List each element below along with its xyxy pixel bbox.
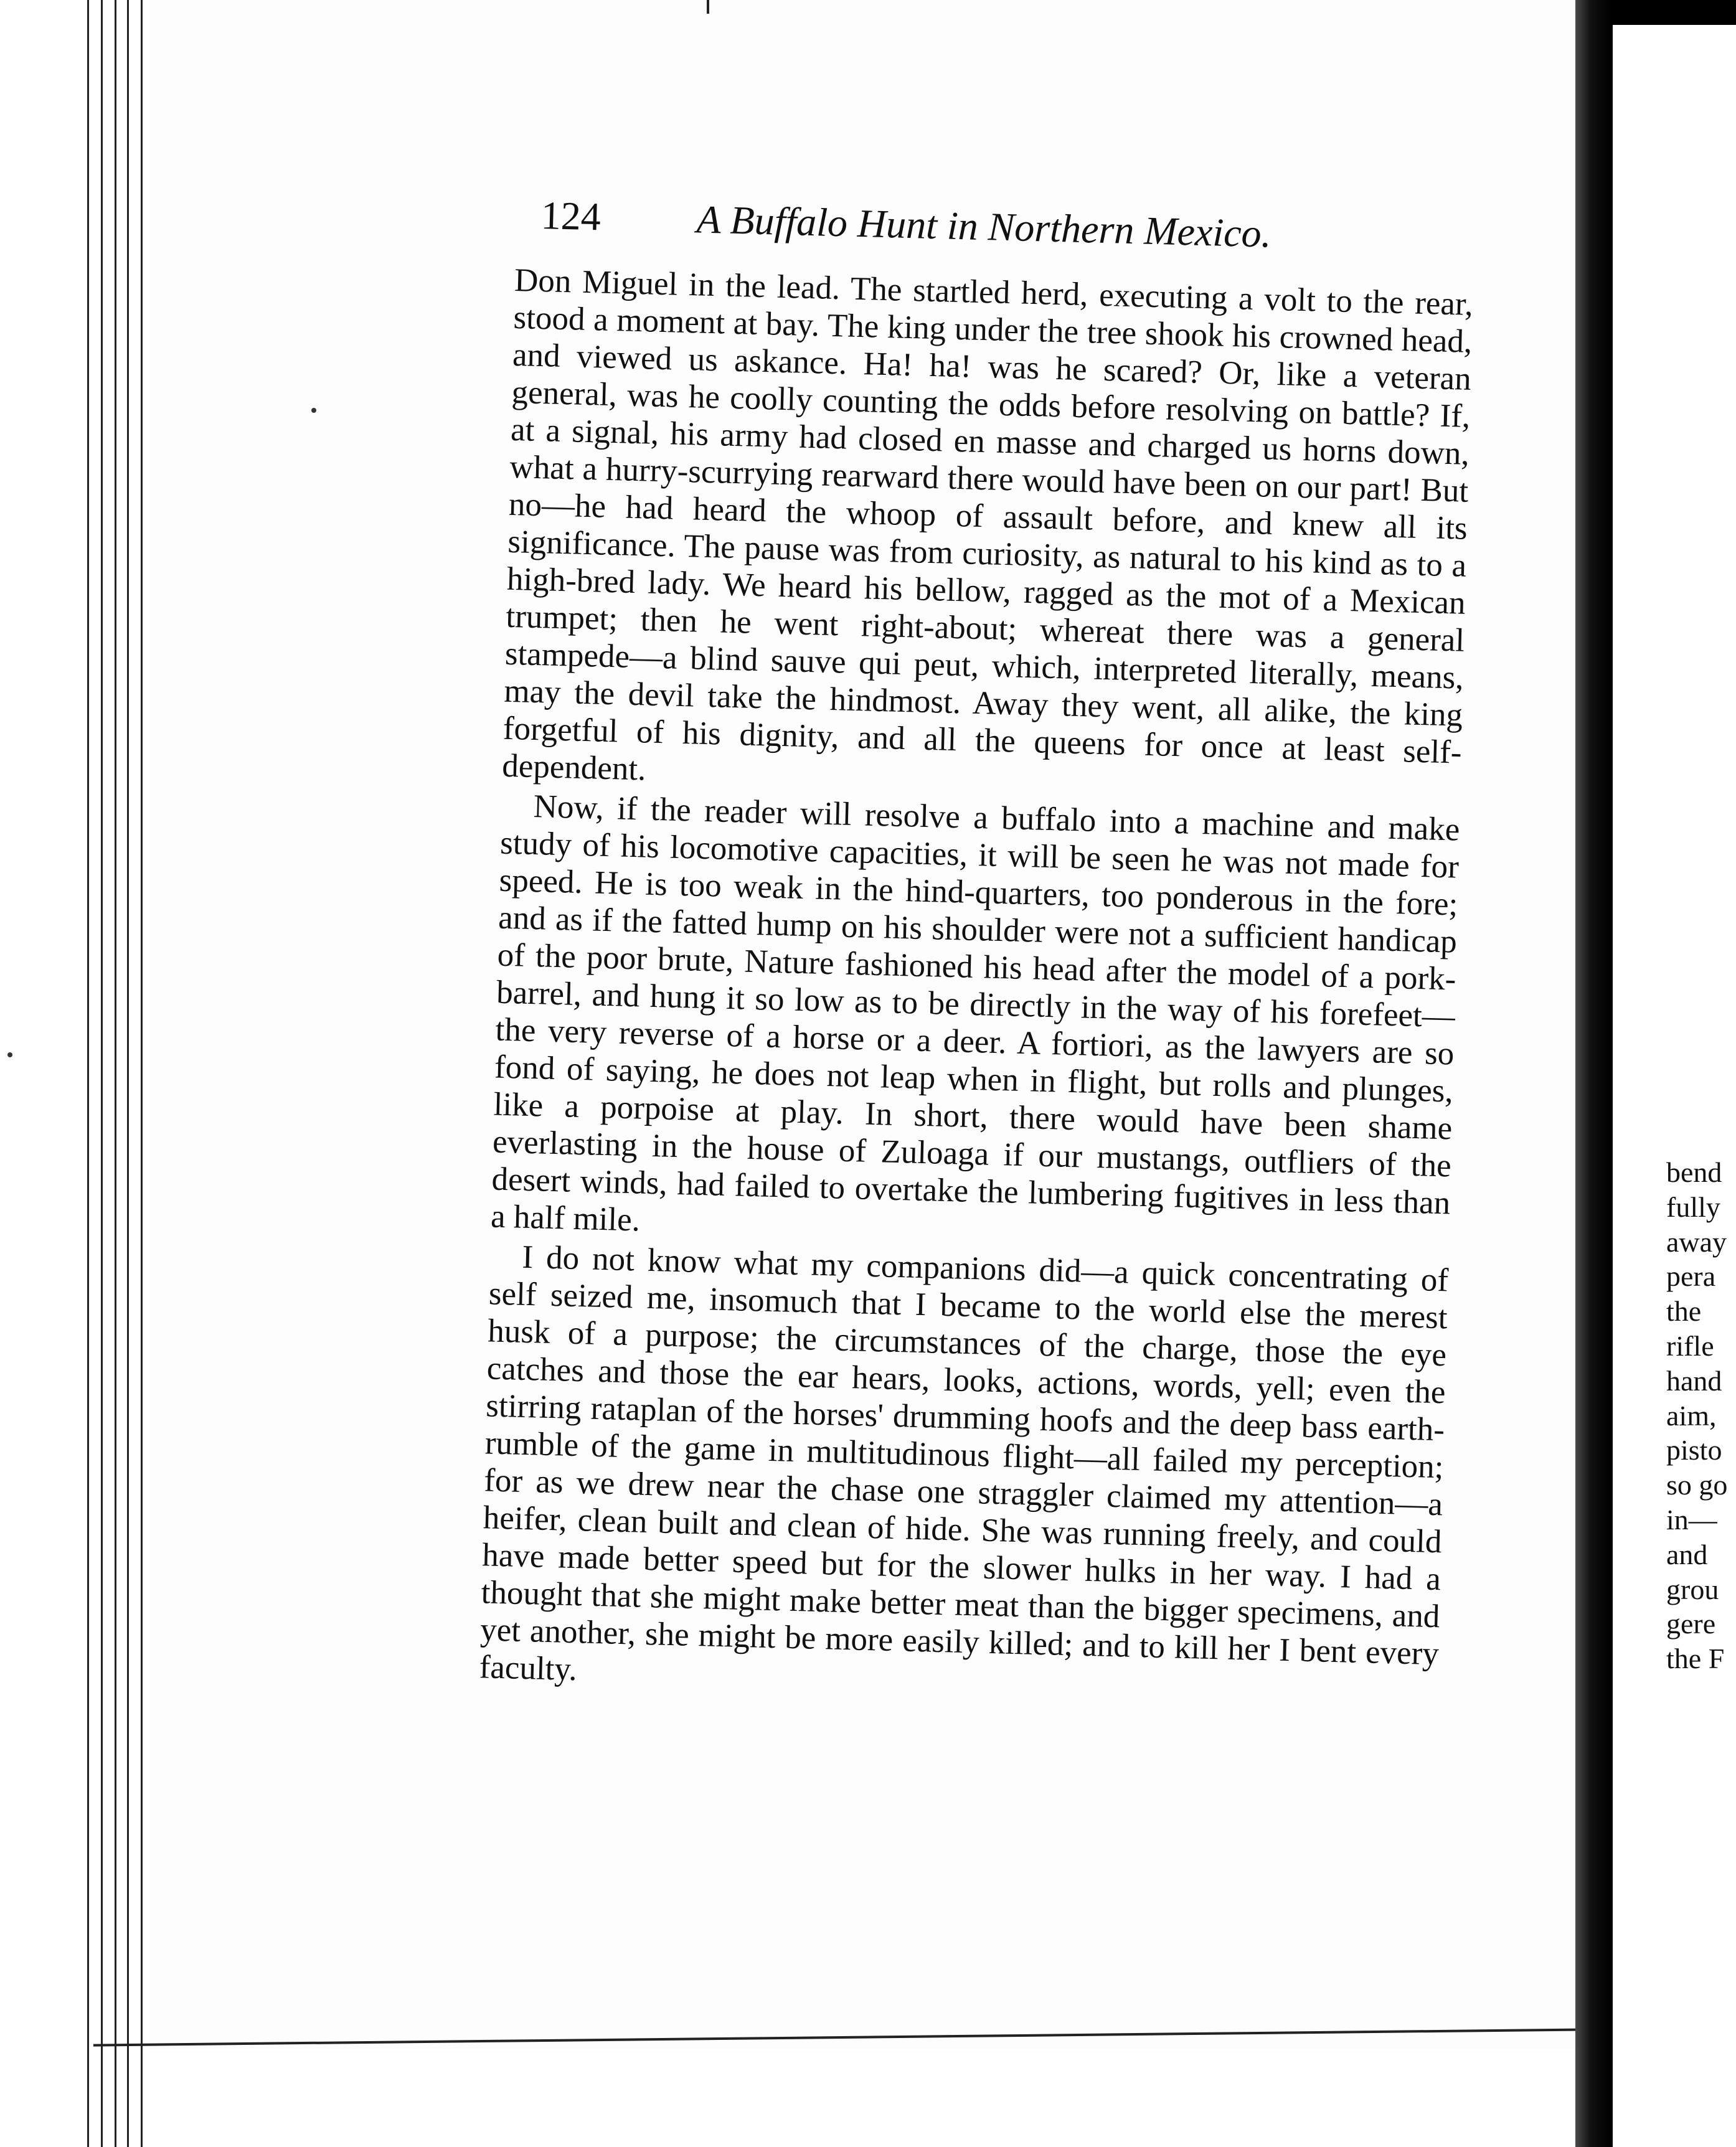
facing-line: rifle <box>1666 1329 1714 1362</box>
facing-line: so go <box>1666 1469 1728 1501</box>
book-gutter <box>1575 0 1613 2147</box>
facing-line: and <box>1666 1538 1708 1570</box>
facing-line: in— <box>1666 1503 1717 1536</box>
facing-line: away <box>1666 1225 1727 1258</box>
paragraph: Don Miguel in the lead. The startled herd, executing a volt to the rear, stood a moment at bay. The king under the tree shook his crowned head, and viewed us askance. Ha! ha! was he scared? Or, like a veteran general, was he coolly counting the odds before resolving on battle? If, at a signal, his army had closed en masse and charged us horns down, what a hurry-scurrying rearward there would have been on our part! But no—he had heard the whoop of assault before, and knew all its significance. The pause was from curiosity, as natural to his kind as to a high-bred lady. We heard his bellow, ragged as the mot of a Mexican trumpet; then he went right-about; whereat there was a general stampede—a blind sauve qui peut, which, interpreted literally, means, may the devil take the hindmost. Away they went, all alike, the king forgetful of his dignity, and all the queens for once at least self-dependent. <box>501 262 1474 788</box>
page-text <box>479 187 1475 1710</box>
page-number: 124 <box>540 193 601 239</box>
facing-line: pisto <box>1666 1434 1722 1466</box>
paragraph: Now, if the reader will resolve a buffalo into a machine and make study of his locomotive capacities, it will be seen he was not made for speed. He is too weak in the hind-quarters, too ponderous in the fore; and as if the fatted hump on his shoulder were not a sufficient handicap of the poor brute, Nature fashioned his head after the model of a pork-barrel, and hung it so low as to be directly in the way of his forefeet—the very reverse of a horse or a deer. A fortiori, as the lawyers are so fond of saying, he does not leap when in flight, but rolls and plunges, like a porpoise at play. In short, there would have been shame everlasting in the house of Zuloaga if our mustangs, outfliers of the desert winds, had failed to overtake the lumbering fugitives in less than a half mile. <box>490 788 1461 1239</box>
facing-line: aim, <box>1666 1399 1717 1432</box>
facing-line: the <box>1666 1295 1702 1328</box>
facing-line: fully <box>1666 1191 1720 1223</box>
facing-line: gere <box>1666 1608 1716 1640</box>
scan-speck <box>311 408 316 413</box>
facing-page-text <box>1666 1155 1736 1676</box>
scan-mark <box>707 0 709 14</box>
facing-page <box>1613 0 1736 2147</box>
facing-line: grou <box>1666 1573 1719 1605</box>
running-title: A Buffalo Hunt in Northern Mexico. <box>696 197 1272 256</box>
facing-line: the F <box>1666 1643 1725 1675</box>
paragraph: I do not know what my companions did—a quick concentrating of self seized me, insomuch that I became to the world else the merest husk of a purpose; the circumstances of the charge, those the eye catches and those the ear hears, looks, actions, words, yell; even the stirring rataplan of the horses' drumming hoofs and the deep bass earth-rumble of the game in multitudinous flight—all failed my perception; for as we drew near the chase one straggler claimed my attention—a heifer, clean built and clean of hide. She was running freely, and could have made better speed but for the slower hulks in her way. I had a thought that she might make better meat than the bigger specimens, and yet another, she might be more easily killed; and to kill her I bent every faculty. <box>479 1239 1449 1688</box>
facing-line: bend <box>1666 1156 1722 1188</box>
facing-line: pera <box>1666 1260 1716 1293</box>
scan-speck <box>7 1052 12 1057</box>
facing-line: hand <box>1666 1364 1722 1397</box>
